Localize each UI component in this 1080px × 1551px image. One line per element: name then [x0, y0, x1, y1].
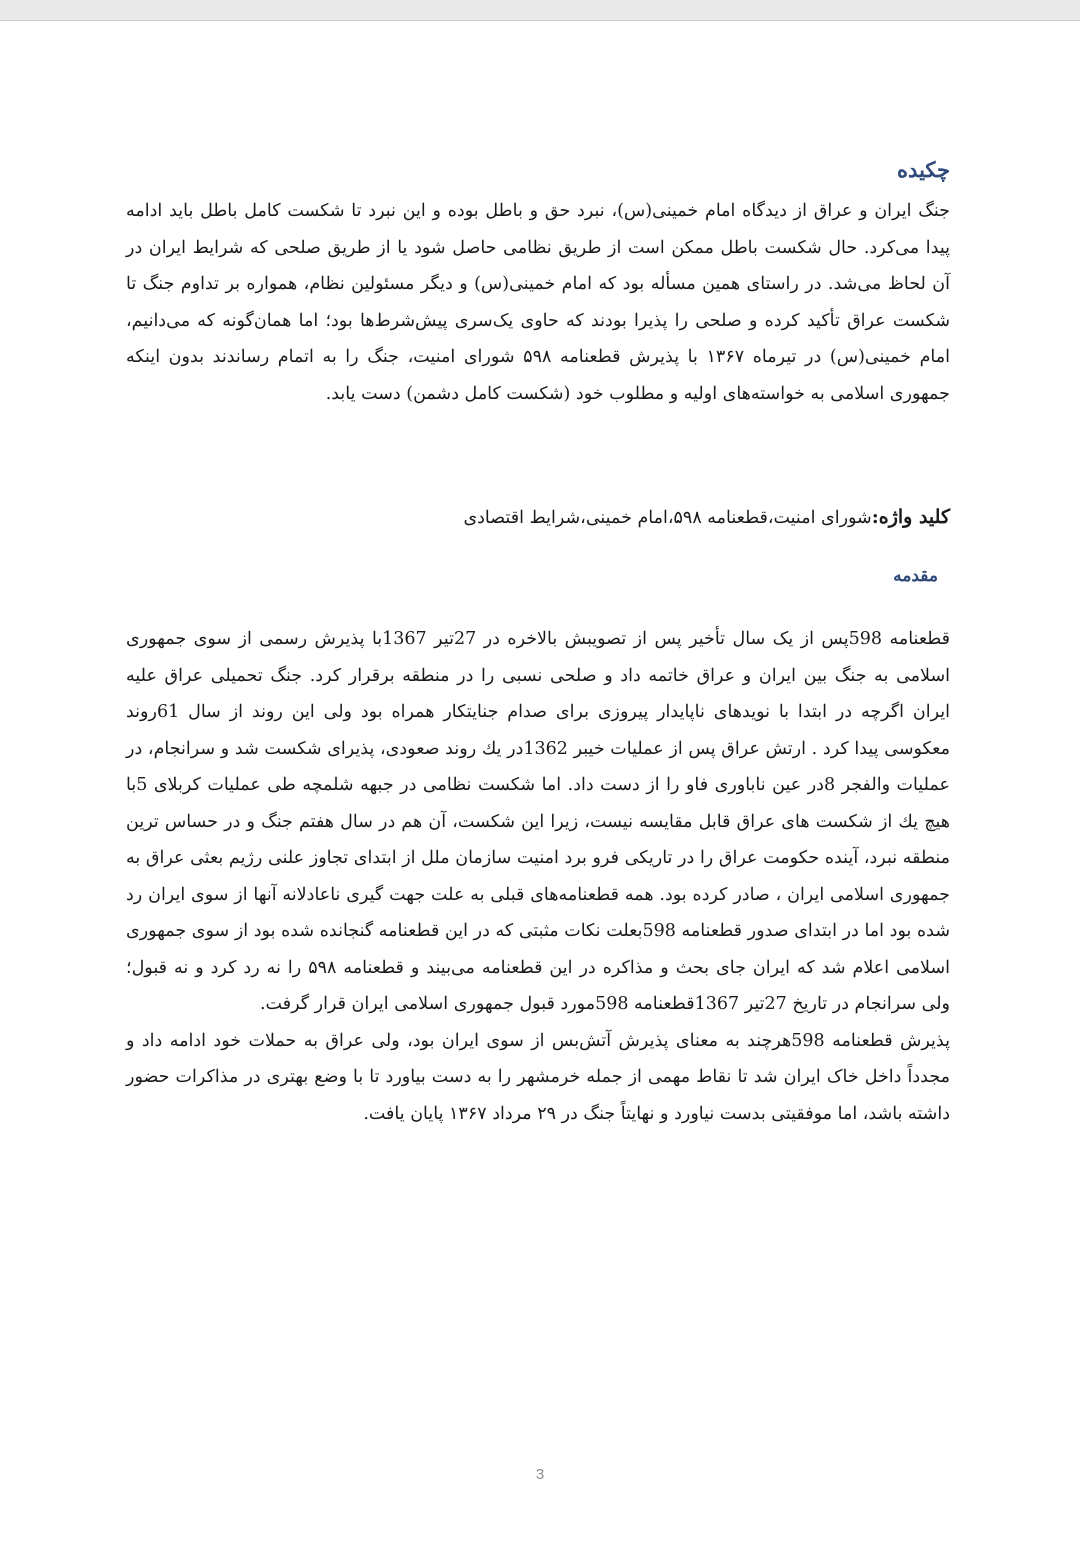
intro-paragraph: قطعنامه 598پس از یک سال تأخیر پس از تصویبش بالاخره در 27تیر 1367با پذیرش رسمی از سوی جمهوری اسلامی به جنگ بین ایران و عراق خاتمه داد و صلحی نسبی را در منطقه برقرار کرد. جنگ تحمیلی عراق علیه ایران اگرچه در ابتدا با نویدهای ناپایدار پیروزی برای صدام جنایتکار همراه بود ولی این روند از سال 61روند معکوسی پیدا کرد . ارتش عراق پس از عملیات خیبر 1362در یك روند صعودی، پذیرای شکست شد و سرانجام، در عملیات والفجر 8در عین ناباوری فاو را از دست داد. اما شکست نظامی در جبهه شلمچه طی عملیات کربلای 5با هیچ یك از شکست های عراق قابل مقایسه نیست، زیرا این شکست، آن هم در سال هفتم جنگ و در حساس ترین منطقه نبرد، آینده حکومت عراق را در تاریکی فرو برد امنیت سازمان ملل از ابتدای تجاوز علنی رژیم بعثی عراق به جمهوری اسلامی ایران ، صادر کرده بود. همه قطعنامه‌های قبلی به علت جهت گیری ناعادلانه آنها از سوی ایران رد شده بود اما در ابتدای صدور قطعنامه 598بعلت نکات مثبتی که در این قطعنامه گنجانده شده بود از سوی جمهوری اسلامی اعلام شد که ایران جای بحث و مذاکره در این قطعنامه می‌بیند و قطعنامه ۵۹۸ را نه رد کرد و نه قبول؛ ولی سرانجام در تاریخ 27تیر 1367قطعنامه 598مورد قبول جمهوری اسلامی ایران قرار گرفت.: [126, 629, 951, 1014]
abstract-paragraph: جنگ ایران و عراق از دیدگاه امام خمینی(س)، نبرد حق و باطل بوده و این نبرد تا شکست کامل باطل باید ادامه پیدا می‌کرد. حال شکست باطل ممکن است از طریق نظامی حاصل شود یا از طریق صلحی که شرایط ایران در آن لحاظ می‌شد. در راستای همین مسأله بود که امام خمینی(س) و دیگر مسئولین نظام، همواره بر تداوم جنگ تا شکست عراق تأکید کرده و صلحی را پذیرا بودند که حاوی یک‌سری پیش‌شرط‌ها بود؛ اما همان‌گونه که می‌دانیم، امام خمینی(س) در تیرماه ۱۳۶۷ با پذیرش قطعنامه ۵۹۸ شورای امنیت، جنگ را به اتمام رساندند بدون اینکه جمهوری اسلامی به خواسته‌های اولیه و مطلوب خود (شکست کامل دشمن) دست یابد.: [126, 201, 950, 404]
intro-body: [126, 621, 950, 1132]
intro-paragraph: پذیرش قطعنامه 598هرچند به معنای پذیرش آتش‌بس از سوی ایران بود، ولی عراق به حملات خود ادامه داد و مجدداً داخل خاک ایران شد تا نقاط مهمی از جمله خرمشهر را به دست بیاورد تا با وضع بهتری در مذاکرات حضور داشته باشد، اما موفقیتی بدست نیاورد و نهایتاً جنگ در ۲۹ مرداد ۱۳۶۷ پایان یافت.: [126, 1030, 950, 1124]
intro-heading: مقدمه: [893, 566, 938, 586]
keywords-label: کلید واژه:: [871, 506, 950, 528]
document-page: [0, 20, 1080, 1551]
keywords-line: [126, 499, 950, 536]
page-number: 3: [535, 1466, 545, 1483]
abstract-heading: چکیده: [897, 157, 950, 182]
keywords-text: شورای امنیت،قطعنامه ۵۹۸،امام خمینی،شرایط اقتصادی: [463, 508, 872, 528]
